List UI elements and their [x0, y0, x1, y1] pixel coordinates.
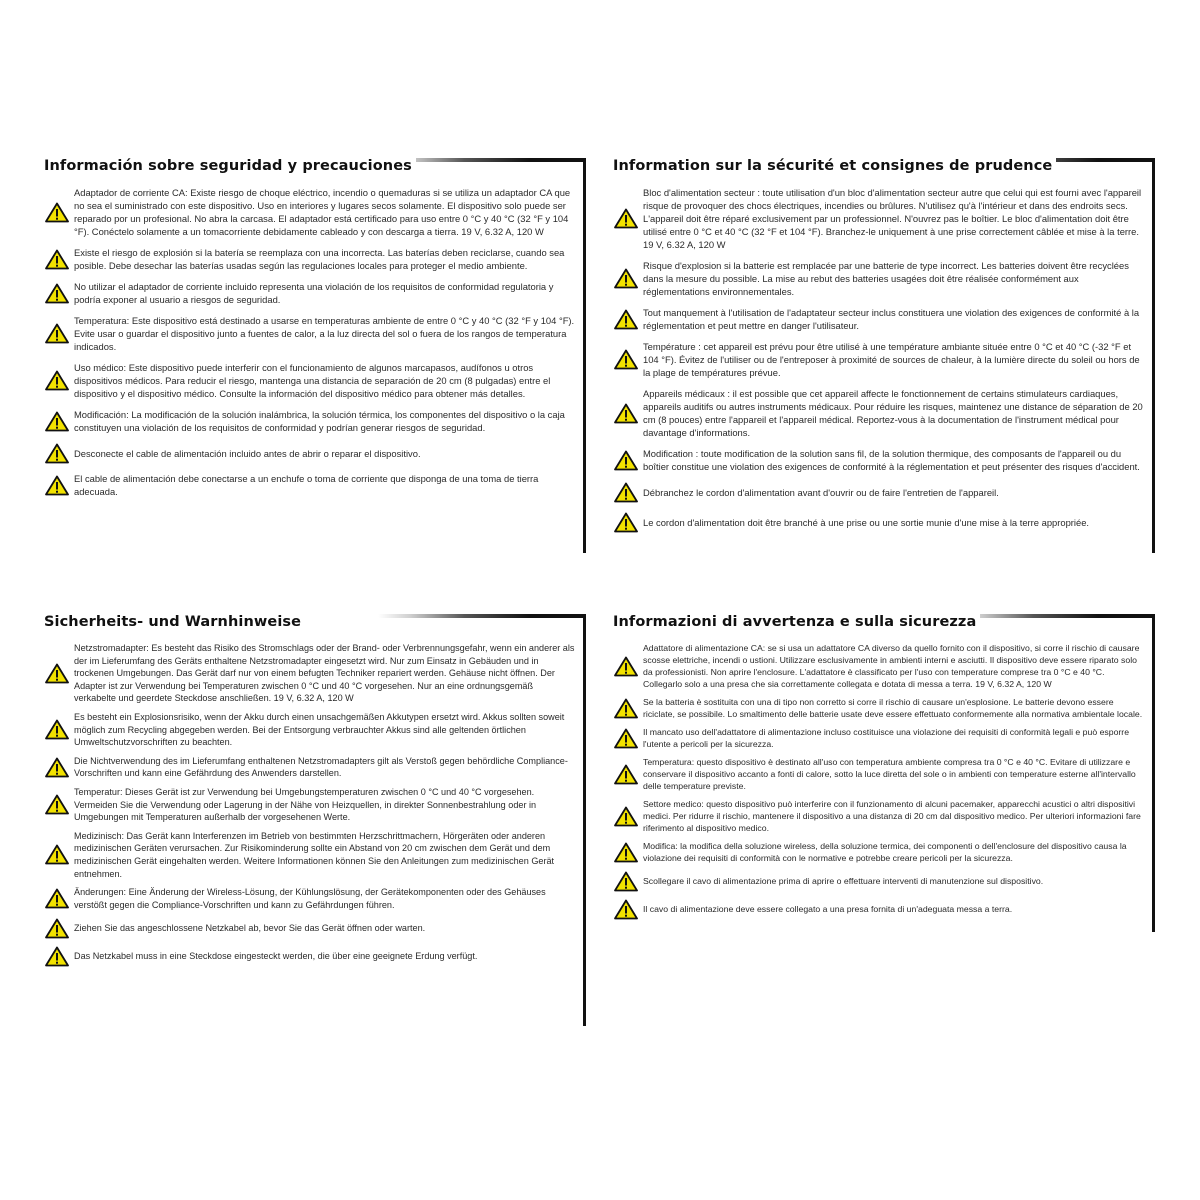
warning-text: Die Nichtverwendung des im Lieferumfang enthaltenen Netzstromadapters gilt als Verstoß gegen behördliche Compliance-Vorschriften und kann eine Gefährdung des Anwenders darstellen.	[74, 755, 568, 779]
warning-item	[44, 917, 577, 939]
warning-item	[44, 711, 577, 749]
warning-triangle-icon	[613, 841, 639, 863]
warning-text: Le cordon d'alimentation doit être branché à une prise ou une sortie munie d'une mise à la terre appropriée.	[643, 516, 1090, 528]
warning-text: Tout manquement à l'utilisation de l'adaptateur secteur inclus constituera une violation des exigences de conformité à la réglementation et peut mettre en danger l'utilisateur.	[643, 307, 1140, 331]
warning-text: Scollegare il cavo di alimentazione prima di aprire o effettuare interventi di manutenzione sul dispositivo.	[643, 876, 1044, 886]
panel-header	[44, 158, 583, 180]
warning-triangle-icon	[613, 402, 639, 424]
panel-header	[44, 614, 583, 636]
warning-item	[44, 361, 577, 400]
warning-triangle-icon	[613, 511, 639, 533]
warning-item	[44, 830, 577, 880]
warning-item	[613, 726, 1146, 750]
warning-triangle-icon	[44, 756, 70, 778]
warning-item	[613, 447, 1146, 473]
warning-triangle-icon	[613, 481, 639, 503]
warning-text: Il mancato uso dell'adattatore di alimentazione incluso costituisce una violazione dei requisiti di conformità legali e può esporre l'utente a pericoli per la sicurezza.	[643, 727, 1130, 749]
warning-text: Adattatore di alimentazione CA: se si usa un adattatore CA diverso da quello fornito con il dispositivo, si corre il rischio di causare scosse elettriche, incendi o ustioni. Utilizzare esclusivamente in ambienti interni e asciutti. Il dispositivo deve essere riparato solo da professionisti. Non aprire l'enclosure. L'adattatore è classificato per l'uso con temperature comprese tra 0 °C e 40 °C. Collegarlo solo a una presa che sia correttamente collegata e dotata di messa a terra. 19 V, 6.32 A, 120 W	[643, 643, 1140, 689]
warning-text: Débranchez le cordon d'alimentation avant d'ouvrir ou de faire l'entretien de l'appareil.	[643, 486, 999, 498]
warning-item	[613, 870, 1146, 892]
warning-text: Adaptador de corriente CA: Existe riesgo de choque eléctrico, incendio o quemaduras si se utiliza un adaptador CA que no sea el suministrado con este dispositivo. Uso en interiores y lugares secos solamente. El dispositivo solo puede ser reparado por un profesional. No abra la carcasa. El adaptador está certificado para uso entre 0 °C y 40 °C (32 °F y 104 °F). Conéctelo solamente a un tomacorriente debidamente cableado y con descarga a tierra. 19 V, 6.32 A, 120 W	[74, 187, 571, 237]
warning-item	[44, 280, 577, 306]
warning-text: El cable de alimentación debe conectarse a un enchufe o toma de corriente que disponga de una toma de tierra adecuada.	[74, 473, 539, 497]
warning-item	[44, 472, 577, 498]
warning-triangle-icon	[613, 208, 639, 230]
warning-triangle-icon	[44, 794, 70, 816]
warning-item	[44, 246, 577, 272]
warning-triangle-icon	[613, 697, 639, 719]
warning-item	[613, 696, 1146, 720]
warning-item	[613, 340, 1146, 379]
warning-item	[44, 642, 577, 705]
warning-text: Bloc d'alimentation secteur : toute utilisation d'un bloc d'alimentation secteur autre que celui qui est fourni avec l'appareil risque de provoquer des chocs électriques, incendies ou brûlures. N'utilisez qu'à l'intérieur et dans des endroits secs. L'appareil doit être réparé exclusivement par un professionnel. N'ouvrez pas le boîtier. Le bloc d'alimentation doit être utilisé entre 0 °C et 40 °C (32 °F et 104 °F). Branchez-le uniquement à une prise correctement câblée et mise à la terre. 19 V, 6.32 A, 120 W	[643, 187, 1142, 250]
warning-triangle-icon	[44, 844, 70, 866]
safety-panel-french	[613, 158, 1155, 553]
warning-text: Modification : toute modification de la solution sans fil, de la solution thermique, des composants de l'appareil ou du boîtier constitue une violation des exigences de conformité à la réglementation et peut présenter des risques d'accident.	[643, 448, 1140, 472]
warning-triangle-icon	[44, 248, 70, 270]
warning-triangle-icon	[44, 410, 70, 432]
warning-triangle-icon	[44, 719, 70, 741]
warning-item	[613, 259, 1146, 298]
panel-title: Informazioni di avvertenza e sulla sicurezza	[613, 614, 980, 630]
warning-item	[613, 306, 1146, 332]
warning-item	[613, 387, 1146, 439]
safety-panel-spanish	[44, 158, 586, 553]
warning-triangle-icon	[44, 662, 70, 684]
warning-triangle-icon	[44, 917, 70, 939]
panel-header	[613, 614, 1152, 636]
warning-triangle-icon	[613, 870, 639, 892]
warning-item	[44, 755, 577, 780]
safety-panel-german	[44, 614, 586, 1026]
warning-triangle-icon	[613, 898, 639, 920]
warning-triangle-icon	[44, 888, 70, 910]
warning-text: Desconecte el cable de alimentación incluido antes de abrir o reparar el dispositivo.	[74, 447, 421, 459]
warning-text: Uso médico: Este dispositivo puede interferir con el funcionamiento de algunos marcapasos, audífonos u otros dispositivos médicos. Para reducir el riesgo, mantenga una distancia de separación de 20 cm (8 pulgadas) entre el dispositivo y el dispositivo médico. Consulte la información del dispositivo médico para obtener más detalles.	[74, 362, 551, 399]
warning-item	[44, 314, 577, 353]
warning-triangle-icon	[613, 449, 639, 471]
panel-title: Información sobre seguridad y precauciones	[44, 158, 416, 174]
warning-item	[613, 642, 1146, 690]
warning-item	[613, 481, 1146, 503]
warning-item	[44, 945, 577, 967]
warning-text: No utilizar el adaptador de corriente incluido representa una violación de los requisitos de conformidad regulatoria y podría exponer al usuario a riesgos de seguridad.	[74, 281, 554, 305]
warning-text: Änderungen: Eine Änderung der Wireless-Lösung, der Kühlungslösung, der Gerätekomponenten oder des Gehäuses verstößt gegen die Compliance-Vorschriften und kann zu Gefährdungen führen.	[74, 887, 546, 910]
warning-text: Netzstromadapter: Es besteht das Risiko des Stromschlags oder der Brand- oder Verbrennungsgefahr, wenn ein anderer als der im Lieferumfang des Geräts enthaltene Netzstromadapter eingesetzt wird. Nur zum Einsatz in Gebäuden und in trockenen Umgebungen. Das Gerät darf nur von einem befugten Techniker repariert werden. Gehäuse nicht öffnen. Der Adapter ist zur Verwendung bei Temperaturen zwischen 0 °C und 40 °C vorgesehen. Nur an eine ordnungsgemäß verkabelte und geerdete Steckdose anschließen. 19 V, 6.32 A, 120 W	[74, 643, 575, 704]
warning-triangle-icon	[613, 727, 639, 749]
warning-text: Risque d'explosion si la batterie est remplacée par une batterie de type incorrect. Les batteries doivent être recyclées dans la mesure du possible. La mise au rebut des batteries usagées doit être réalisée conformément aux réglementations environnementales.	[643, 260, 1129, 297]
warning-text: Temperatura: Este dispositivo está destinado a usarse en temperaturas ambiente de entre 0 °C y 40 °C (32 °F y 104 °F). Evite usar o guardar el dispositivo junto a fuentes de calor, a la luz directa del sol o fuera de los rangos de temperatura indicados.	[74, 315, 575, 352]
warning-item	[613, 511, 1146, 533]
warning-item	[44, 886, 577, 911]
warning-triangle-icon	[44, 442, 70, 464]
warning-text: Settore medico: questo dispositivo può interferire con il funzionamento di alcuni pacemaker, apparecchi acustici o altri dispositivi medici. Per ridurre il rischio, mantenere il dispositivo a una distanza di 20 cm dal dispositivo medico. Per ulteriori informazioni fare riferimento al dispositivo medico.	[643, 799, 1141, 833]
warning-item	[44, 408, 577, 434]
warning-triangle-icon	[613, 805, 639, 827]
warning-triangle-icon	[613, 763, 639, 785]
warning-item	[44, 186, 577, 238]
warning-text: Medizinisch: Das Gerät kann Interferenzen im Betrieb von bestimmten Herzschrittmachern, Hörgeräten oder anderen medizinischen Geräten verursachen. Zur Risikominderung sollte ein Abstand von 20 cm zwischen dem Gerät und dem medizinischen Gerät eingehalten werden. Weitere Informationen können Sie den Anleitungen zum medizinischen Gerät entnehmen.	[74, 830, 555, 879]
warning-triangle-icon	[44, 323, 70, 345]
warning-item	[613, 840, 1146, 864]
warning-item	[613, 756, 1146, 792]
panel-title: Sicherheits- und Warnhinweise	[44, 614, 305, 630]
warning-triangle-icon	[44, 945, 70, 967]
warning-item	[44, 442, 577, 464]
warning-text: Das Netzkabel muss in eine Steckdose eingesteckt werden, die über eine geeignete Erdung verfügt.	[74, 950, 478, 961]
warning-text: Il cavo di alimentazione deve essere collegato a una presa fornita di un'adeguata messa a terra.	[643, 904, 1013, 914]
warning-item	[613, 186, 1146, 251]
warning-item	[613, 798, 1146, 834]
warning-triangle-icon	[613, 655, 639, 677]
warning-triangle-icon	[613, 268, 639, 290]
warning-triangle-icon	[44, 370, 70, 392]
warning-text: Température : cet appareil est prévu pour être utilisé à une température ambiante située entre 0 °C et 40 °C (-32 °F et 104 °F). Évitez de l'utiliser ou de l'entreposer à proximité de sources de chaleur, à la lumière directe du soleil ou hors de la plage de températures prévue.	[643, 341, 1140, 378]
warning-triangle-icon	[44, 282, 70, 304]
warning-triangle-icon	[44, 474, 70, 496]
panel-title: Information sur la sécurité et consignes de prudence	[613, 158, 1056, 174]
warning-text: Temperatura: questo dispositivo è destinato all'uso con temperatura ambiente compresa tra 0 °C e 40 °C. Evitare di utilizzare e conservare il dispositivo accanto a fonti di calore, sotto la luce diretta del sole o in ambienti con temperature esterne all'intervallo delle temperature previste.	[643, 757, 1136, 791]
warning-text: Appareils médicaux : il est possible que cet appareil affecte le fonctionnement de certains stimulateurs cardiaques, appareils auditifs ou autres instruments médicaux. Pour réduire les risques, maintenez une distance de séparation de 20 cm (8 pouces) entre l'appareil et l'appareil médical. Reportez-vous à la documentation de l'instrument médical pour davantage d'informations.	[643, 388, 1143, 438]
warning-text: Temperatur: Dieses Gerät ist zur Verwendung bei Umgebungstemperaturen zwischen 0 °C und 40 °C vorgesehen. Vermeiden Sie die Verwendung oder Lagerung in der Nähe von Heizquellen, in direkter Sonnenbestrahlung oder in Umgebungen mit Temperaturen außerhalb der vorgesehenen Werte.	[74, 786, 537, 823]
panel-header	[613, 158, 1152, 180]
warning-text: Se la batteria è sostituita con una di tipo non corretto si corre il rischio di causare un'esplosione. Le batterie devono essere riciclate, se possibile. Lo smaltimento delle batterie usate deve essere effettuato conformemente alla normativa ambientale locale.	[643, 697, 1143, 719]
warning-triangle-icon	[613, 308, 639, 330]
warning-item	[613, 898, 1146, 920]
warning-text: Existe el riesgo de explosión si la batería se reemplaza con una incorrecta. Las baterías deben reciclarse, cuando sea posible. Debe desechar las baterías usadas según las regulaciones locales para proteger el medio ambiente.	[74, 247, 565, 271]
warning-triangle-icon	[613, 349, 639, 371]
warning-triangle-icon	[44, 201, 70, 223]
warning-text: Modifica: la modifica della soluzione wireless, della soluzione termica, dei componenti o dell'enclosure del dispositivo causa la violazione dei requisiti di conformità con le normative e potrebbe creare pericoli per la sicurezza.	[643, 841, 1127, 863]
warning-text: Es besteht ein Explosionsrisiko, wenn der Akku durch einen unsachgemäßen Akkutypen ersetzt wird. Akkus sollten soweit möglich zum Recycling abgegeben werden. Bei der Entsorgung verbrauchter Akkus sind alle geltenden örtlichen Umweltschutzvorschriften zu beachten.	[74, 711, 565, 748]
warning-text: Modificación: La modificación de la solución inalámbrica, la solución térmica, los componentes del dispositivo o la caja constituyen una violación de los requisitos de conformidad y podrían generar riesgos de seguridad.	[74, 409, 565, 433]
warning-item	[44, 786, 577, 824]
safety-panel-italian	[613, 614, 1155, 932]
warning-text: Ziehen Sie das angeschlossene Netzkabel ab, bevor Sie das Gerät öffnen oder warten.	[74, 922, 426, 933]
